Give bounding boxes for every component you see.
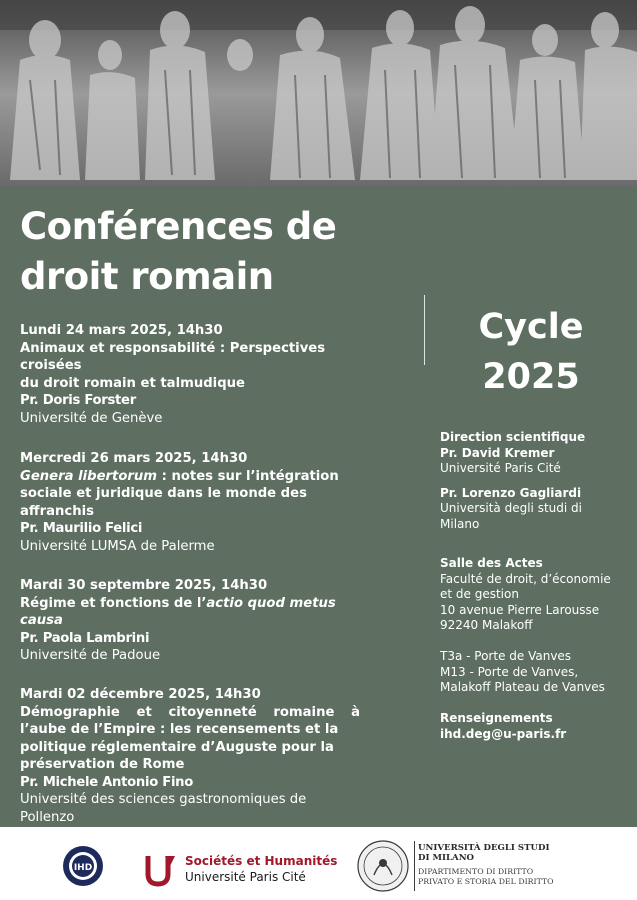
event-university: Université de Genève xyxy=(20,410,163,426)
direction-heading: Direction scientifique xyxy=(440,430,586,444)
event-topic-italic: Genera libertorum xyxy=(20,468,158,484)
director-university: Milano xyxy=(440,516,480,531)
transport-block xyxy=(440,649,630,696)
event-date: Mardi 30 septembre 2025, 14h30 xyxy=(20,578,268,593)
event-date: Mercredi 26 mars 2025, 14h30 xyxy=(20,451,248,466)
event-1 xyxy=(20,322,360,427)
transport-line: T3a - Porte de Vanves xyxy=(440,649,572,663)
milano-university xyxy=(418,843,550,863)
venue-line: et de gestion xyxy=(440,587,519,601)
director-university: Université Paris Cité xyxy=(440,461,561,475)
milano-seal-icon xyxy=(356,839,410,893)
venue-postal: 92240 Malakoff xyxy=(440,618,533,632)
event-2 xyxy=(20,450,360,555)
page-title xyxy=(20,202,380,302)
milano-divider xyxy=(414,841,415,891)
event-speaker: Pr. Maurilio Felici xyxy=(20,521,143,536)
upc-u-icon xyxy=(143,852,179,888)
event-university: Université des sciences gastronomiques de Pollenzo xyxy=(20,792,307,825)
venue-heading: Salle des Actes xyxy=(440,556,543,570)
director-name: Pr. David Kremer xyxy=(440,445,555,460)
relief-illustration xyxy=(0,0,637,187)
sh-subtitle: Université Paris Cité xyxy=(185,870,306,884)
milano-dept-line-1: DIPARTIMENTO DI DIRITTO xyxy=(418,867,534,876)
transport-line: Malakoff Plateau de Vanves xyxy=(440,680,605,694)
contact-email[interactable]: ihd.deg@u-paris.fr xyxy=(440,726,567,741)
milano-line-2: DI MILANO xyxy=(418,853,475,863)
milano-dept-line-2: PRIVATO E STORIA DEL DIRITTO xyxy=(418,877,554,886)
cycle-year: 2025 xyxy=(482,357,580,397)
event-4 xyxy=(20,686,360,826)
venue-line: Faculté de droit, d’économie xyxy=(440,571,611,586)
title-line-1: Conférences de xyxy=(20,205,337,248)
event-topic-line: Animaux et responsabilité : Perspectives croisées xyxy=(20,340,326,373)
content-panel xyxy=(0,187,637,827)
event-topic-line: préservation de Rome xyxy=(20,757,185,772)
ihd-logo xyxy=(62,845,104,887)
event-speaker: Pr. Doris Forster xyxy=(20,393,136,408)
venue-block xyxy=(440,556,630,634)
event-topic-line xyxy=(20,468,360,486)
event-date: Mardi 02 décembre 2025, 14h30 xyxy=(20,687,261,702)
info-heading: Renseignements xyxy=(440,711,553,725)
venue-address: 10 avenue Pierre Larousse xyxy=(440,602,600,617)
cycle-label xyxy=(446,302,616,402)
footer-logos xyxy=(0,827,637,900)
event-topic-line: politique réglementaire d’Auguste pour la xyxy=(20,739,334,755)
sh-title: Sociétés et Humanités xyxy=(185,854,338,868)
director-name: Pr. Lorenzo Gagliardi xyxy=(440,485,582,500)
event-speaker: Pr. Michele Antonio Fino xyxy=(20,774,194,790)
ihd-seal-icon xyxy=(62,845,104,887)
societes-humanites-logo xyxy=(143,848,353,892)
milano-line-1: UNIVERSITÀ DEGLI STUDI xyxy=(418,843,550,853)
event-topic-line xyxy=(20,595,360,630)
info-block xyxy=(440,711,630,742)
milano-logo xyxy=(356,839,596,893)
cycle-word: Cycle xyxy=(478,307,584,347)
direction-block xyxy=(440,430,630,532)
event-speaker: Pr. Paola Lambrini xyxy=(20,630,150,646)
ihd-label: IHD xyxy=(73,863,93,873)
event-topic-prefix: Régime et fonctions de l’ xyxy=(20,595,207,611)
event-university: Université LUMSA de Palerme xyxy=(20,538,215,554)
transport-line: M13 - Porte de Vanves, xyxy=(440,664,579,679)
event-3 xyxy=(20,577,360,665)
event-topic-italic: actio quod metus causa xyxy=(20,595,336,628)
event-university: Université de Padoue xyxy=(20,648,161,663)
vertical-divider xyxy=(424,295,425,365)
event-topic-line: du droit romain et talmudique xyxy=(20,375,245,391)
hero-relief-image xyxy=(0,0,637,187)
event-topic-line: l’aube de l’Empire : les recensements et la xyxy=(20,722,339,737)
director-university: Università degli studi di xyxy=(440,501,582,515)
title-line-2: droit romain xyxy=(20,255,274,298)
event-topic-rest: : notes sur l’intégration xyxy=(157,468,339,484)
event-date: Lundi 24 mars 2025, 14h30 xyxy=(20,323,223,338)
event-topic-line: sociale et juridique dans le monde des affranchis xyxy=(20,486,307,519)
event-topic-line: Démographie et citoyenneté romaine à xyxy=(20,704,360,720)
milano-department xyxy=(418,867,554,887)
